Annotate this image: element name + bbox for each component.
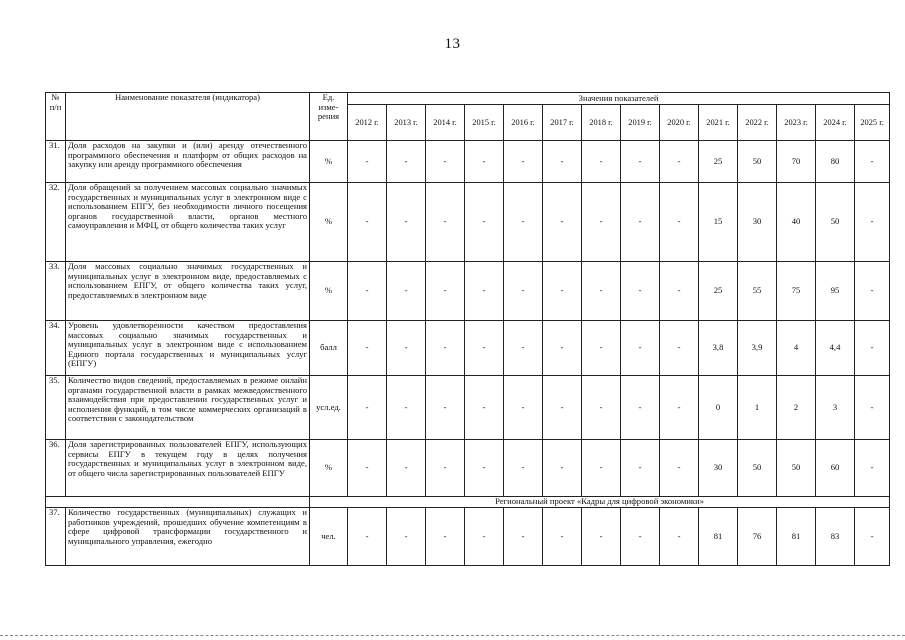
indicator-value: 3,9 [738, 321, 777, 376]
indicator-value: 4,4 [816, 321, 855, 376]
indicator-value: - [426, 321, 465, 376]
indicator-value: - [543, 183, 582, 262]
indicator-name: Доля обращений за получением массовых социально значимых государственных и муниципальных услуг в электронном виде с использованием ЕПГУ, без необходимости личного посещения органов государственной власти, органов местного самоуправления и МФЦ, от общего количества таких услуг [66, 183, 310, 262]
indicator-name: Количество видов сведений, предоставляемых в режиме онлайн органами государственной власти в рамках межведомственного взаимодействия при предоставлении государственных услуг и исполнения функций, в том числе коммерческих организаций в соответствии с законодательством [66, 376, 310, 440]
year-header: 2015 г. [465, 105, 504, 141]
table-row [46, 440, 890, 497]
row-number: 32. [46, 183, 66, 262]
indicator-value: - [855, 440, 890, 497]
indicator-value: 50 [738, 141, 777, 183]
table-row [46, 262, 890, 321]
indicator-value: 83 [816, 508, 855, 566]
page-number: 13 [444, 36, 461, 52]
indicator-value: 15 [699, 183, 738, 262]
indicator-value: - [621, 508, 660, 566]
indicator-value: - [504, 440, 543, 497]
unit-header: Ед. изме-рения [310, 93, 348, 141]
indicator-value: 25 [699, 262, 738, 321]
year-header: 2021 г. [699, 105, 738, 141]
indicator-value: - [543, 376, 582, 440]
indicator-value: - [504, 262, 543, 321]
indicator-value: - [426, 440, 465, 497]
indicator-value: - [855, 141, 890, 183]
indicator-value: - [660, 321, 699, 376]
indicators-table [45, 92, 890, 566]
indicator-value: - [465, 440, 504, 497]
indicator-value: - [543, 440, 582, 497]
indicator-value: - [465, 321, 504, 376]
indicator-value: - [543, 141, 582, 183]
indicator-name: Уровень удовлетворенности качеством предоставления массовых социально значимых государственных и муниципальных услуг в электронном виде с использованием Единого портала государственных и муниципальных услуг (ЕПГУ) [66, 321, 310, 376]
indicator-value: 50 [777, 440, 816, 497]
indicator-value: - [465, 376, 504, 440]
row-number: 35. [46, 376, 66, 440]
indicator-value: - [660, 440, 699, 497]
indicator-unit: % [310, 141, 348, 183]
indicator-value: - [426, 262, 465, 321]
indicator-value: - [582, 508, 621, 566]
indicator-value: - [660, 183, 699, 262]
indicator-value: 50 [816, 183, 855, 262]
year-header: 2024 г. [816, 105, 855, 141]
year-header: 2012 г. [348, 105, 387, 141]
indicator-value: 3 [816, 376, 855, 440]
indicator-value: - [621, 183, 660, 262]
row-number: 31. [46, 141, 66, 183]
indicator-value: - [504, 508, 543, 566]
indicator-value: - [660, 376, 699, 440]
indicator-value: - [582, 376, 621, 440]
indicator-value: 25 [699, 141, 738, 183]
indicator-name: Доля массовых социально значимых государственных и муниципальных услуг в электронном виде, предоставляемых с использованием ЕПГУ, от общего количества таких услуг, предоставляемых в электронном виде [66, 262, 310, 321]
year-header: 2018 г. [582, 105, 621, 141]
indicator-value: - [348, 508, 387, 566]
table-row [46, 508, 890, 566]
indicator-value: - [465, 141, 504, 183]
row-number: 34. [46, 321, 66, 376]
num-header: № п/п [46, 93, 66, 141]
indicator-value: - [621, 141, 660, 183]
year-header: 2014 г. [426, 105, 465, 141]
indicator-value: - [387, 440, 426, 497]
indicator-value: 81 [699, 508, 738, 566]
indicator-value: 70 [777, 141, 816, 183]
indicator-value: 2 [777, 376, 816, 440]
table-row [46, 321, 890, 376]
indicator-value: - [855, 376, 890, 440]
section-blank-cell [46, 497, 310, 508]
indicator-value: - [543, 262, 582, 321]
indicator-unit: усл.ед. [310, 376, 348, 440]
indicator-value: - [387, 262, 426, 321]
indicator-value: 75 [777, 262, 816, 321]
indicator-value: - [543, 321, 582, 376]
year-header: 2025 г. [855, 105, 890, 141]
indicator-value: - [426, 376, 465, 440]
indicator-value: - [504, 321, 543, 376]
year-header: 2013 г. [387, 105, 426, 141]
indicator-value: - [621, 321, 660, 376]
indicator-value: - [582, 183, 621, 262]
table-row [46, 183, 890, 262]
indicator-value: 30 [738, 183, 777, 262]
indicator-value: 40 [777, 183, 816, 262]
indicator-value: - [582, 321, 621, 376]
indicator-value: - [387, 376, 426, 440]
indicator-value: - [543, 508, 582, 566]
section-title: Региональный проект «Кадры для цифровой экономики» [310, 497, 890, 508]
indicator-value: 4 [777, 321, 816, 376]
indicator-name: Количество государственных (муниципальных) служащих и работников учреждений, прошедших обучение компетенциям в сфере цифровой трансформации государственного и муниципального управления, ежегодно [66, 508, 310, 566]
indicator-value: 50 [738, 440, 777, 497]
row-number: 33. [46, 262, 66, 321]
indicator-unit: % [310, 183, 348, 262]
indicator-value: 0 [699, 376, 738, 440]
indicator-value: 95 [816, 262, 855, 321]
indicator-value: 55 [738, 262, 777, 321]
indicator-value: - [660, 141, 699, 183]
indicator-value: - [387, 183, 426, 262]
indicator-value: - [348, 141, 387, 183]
indicator-value: - [855, 183, 890, 262]
indicator-value: 3,8 [699, 321, 738, 376]
year-header: 2020 г. [660, 105, 699, 141]
indicator-value: - [348, 321, 387, 376]
year-header: 2019 г. [621, 105, 660, 141]
year-header: 2017 г. [543, 105, 582, 141]
name-header: Наименование показателя (индикатора) [66, 93, 310, 141]
year-header: 2016 г. [504, 105, 543, 141]
indicator-unit: % [310, 440, 348, 497]
indicator-value: - [855, 508, 890, 566]
indicator-value: - [465, 262, 504, 321]
indicator-value: - [621, 376, 660, 440]
indicator-value: - [348, 440, 387, 497]
indicator-value: - [660, 508, 699, 566]
indicator-value: - [465, 508, 504, 566]
indicator-value: - [582, 262, 621, 321]
indicator-value: - [582, 141, 621, 183]
indicator-value: 60 [816, 440, 855, 497]
indicator-value: - [387, 141, 426, 183]
indicator-value: - [621, 440, 660, 497]
indicator-value: - [348, 376, 387, 440]
indicator-value: - [348, 183, 387, 262]
indicator-value: - [387, 321, 426, 376]
indicator-value: - [660, 262, 699, 321]
indicator-value: 80 [816, 141, 855, 183]
indicator-value: - [465, 183, 504, 262]
indicator-value: - [426, 183, 465, 262]
indicator-value: - [504, 376, 543, 440]
indicator-value: - [855, 321, 890, 376]
year-header: 2023 г. [777, 105, 816, 141]
indicator-value: - [582, 440, 621, 497]
page-bottom-rule [0, 635, 905, 636]
indicator-unit: балл [310, 321, 348, 376]
indicator-value: - [855, 262, 890, 321]
indicator-value: - [621, 262, 660, 321]
indicator-value: - [504, 141, 543, 183]
row-number: 37. [46, 508, 66, 566]
year-header: 2022 г. [738, 105, 777, 141]
section-row [46, 497, 890, 508]
table-row [46, 141, 890, 183]
indicator-value: 81 [777, 508, 816, 566]
indicator-value: - [387, 508, 426, 566]
indicator-name: Доля зарегистрированных пользователей ЕПГУ, использующих сервисы ЕПГУ в текущем году в целях получения государственных и муниципальных услуг в электронном виде, от общего числа зарегистрированных пользователей ЕПГУ [66, 440, 310, 497]
table-row [46, 376, 890, 440]
indicator-value: - [348, 262, 387, 321]
values-header: Значения показателей [348, 93, 890, 105]
indicator-value: 76 [738, 508, 777, 566]
indicator-unit: % [310, 262, 348, 321]
row-number: 36. [46, 440, 66, 497]
indicator-value: - [426, 508, 465, 566]
indicator-value: 1 [738, 376, 777, 440]
indicator-value: 30 [699, 440, 738, 497]
indicator-value: - [504, 183, 543, 262]
indicator-value: - [426, 141, 465, 183]
indicator-unit: чел. [310, 508, 348, 566]
indicator-name: Доля расходов на закупки и (или) аренду отечественного программного обеспечения и платформ от общих расходов на закупку или аренду программного обеспечения [66, 141, 310, 183]
